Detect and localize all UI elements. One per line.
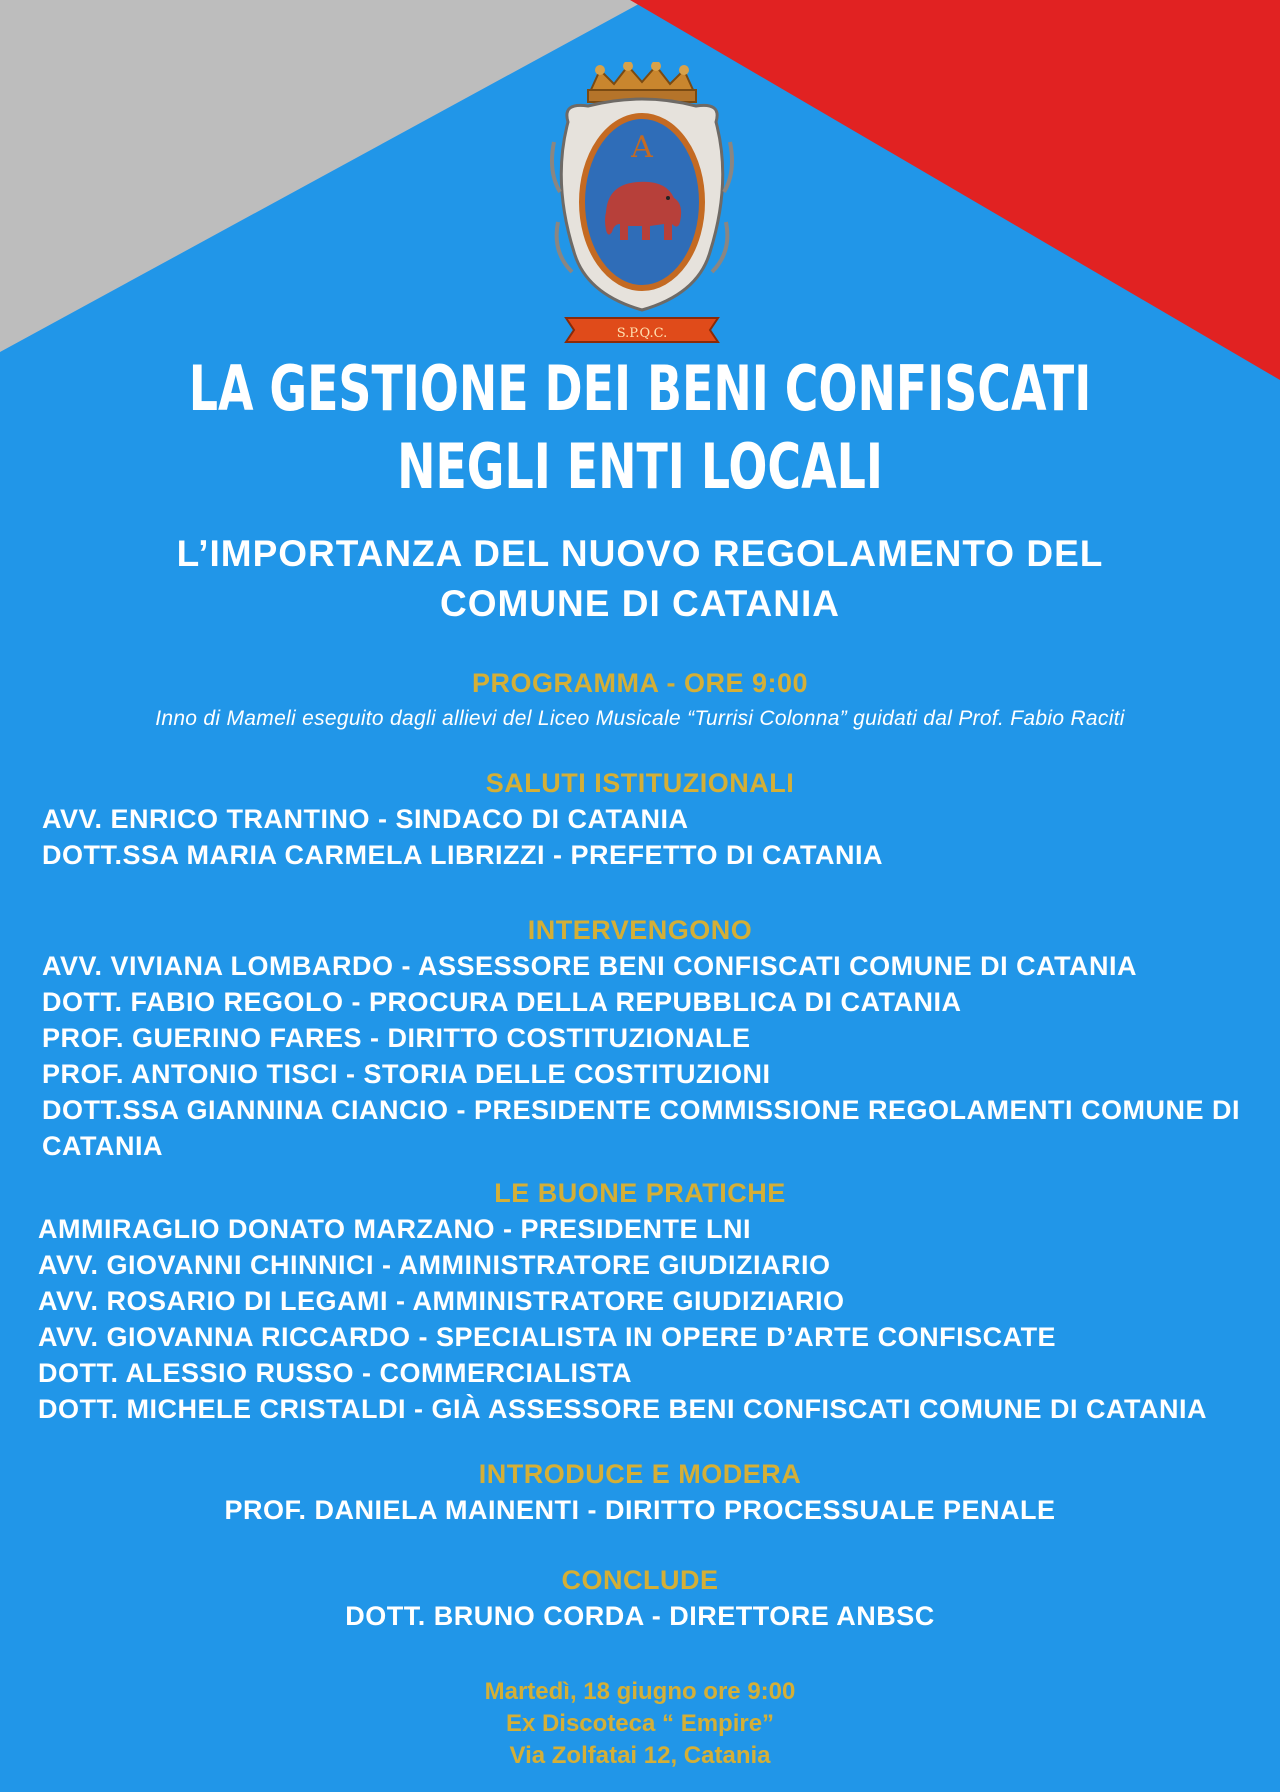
modera-heading: INTRODUCE E MODERA	[478, 1459, 802, 1489]
crest-motto: S.P.Q.C.	[616, 326, 668, 341]
saluti-speaker: DOTT.SSA MARIA CARMELA LIBRIZZI - PREFETTO DI CATANIA	[42, 840, 883, 870]
buone-pratiche-heading: LE BUONE PRATICHE	[494, 1178, 786, 1208]
event-details	[0, 1676, 1280, 1772]
conclude-heading: CONCLUDE	[561, 1565, 719, 1595]
conclude-speaker: DOTT. BRUNO CORDA - DIRETTORE ANBSC	[345, 1601, 935, 1631]
page-title	[166, 350, 1113, 506]
subtitle-line-2: COMUNE DI CATANIA	[440, 583, 840, 624]
buone-pratiche-speaker: AVV. GIOVANNI CHINNICI - AMMINISTRATORE GIUDIZIARIO	[38, 1250, 831, 1280]
intervengono-list	[42, 948, 1252, 1164]
intervengono-speaker: DOTT. FABIO REGOLO - PROCURA DELLA REPUBBLICA DI CATANIA	[42, 987, 962, 1017]
event-date: Martedì, 18 giugno ore 9:00	[484, 1678, 796, 1705]
event-venue: Ex Discoteca “ Empire”	[505, 1710, 775, 1737]
intervengono-speaker: PROF. ANTONIO TISCI - STORIA DELLE COSTITUZIONI	[42, 1059, 771, 1089]
buone-pratiche-speaker: AMMIRAGLIO DONATO MARZANO - PRESIDENTE LNI	[38, 1214, 751, 1244]
intervengono-speaker: AVV. VIVIANA LOMBARDO - ASSESSORE BENI CONFISCATI COMUNE DI CATANIA	[42, 951, 1138, 981]
saluti-heading: SALUTI ISTITUZIONALI	[485, 768, 795, 798]
saluti-list	[42, 801, 883, 873]
saluti-speaker: AVV. ENRICO TRANTINO - SINDACO DI CATANIA	[42, 804, 689, 834]
buone-pratiche-list	[38, 1211, 1207, 1427]
coat-of-arms-icon	[548, 62, 736, 346]
programma-intro: Inno di Mameli eseguito dagli allievi del Liceo Musicale “Turrisi Colonna” guidati dal Prof. Fabio Raciti	[155, 707, 1125, 730]
subtitle-line-1: L’IMPORTANZA DEL NUOVO REGOLAMENTO DEL	[176, 533, 1104, 574]
buone-pratiche-speaker: AVV. GIOVANNA RICCARDO - SPECIALISTA IN OPERE D’ARTE CONFISCATE	[38, 1322, 1057, 1352]
title-line-1: LA GESTIONE DEI BENI CONFISCATI	[188, 352, 1092, 425]
event-address: Via Zolfatai 12, Catania	[509, 1742, 771, 1769]
crest-letter: A	[631, 130, 653, 165]
programma-heading: PROGRAMMA - ORE 9:00	[471, 668, 809, 698]
modera-speaker: PROF. DANIELA MAINENTI - DIRITTO PROCESSUALE PENALE	[224, 1495, 1056, 1525]
intervengono-speaker: DOTT.SSA GIANNINA CIANCIO - PRESIDENTE COMMISSIONE REGOLAMENTI COMUNE DI CATANIA	[42, 1095, 1241, 1161]
buone-pratiche-speaker: DOTT. MICHELE CRISTALDI - GIÀ ASSESSORE BENI CONFISCATI COMUNE DI CATANIA	[38, 1394, 1208, 1424]
page-subtitle	[0, 529, 1280, 629]
buone-pratiche-speaker: AVV. ROSARIO DI LEGAMI - AMMINISTRATORE GIUDIZIARIO	[38, 1286, 845, 1316]
intervengono-speaker: PROF. GUERINO FARES - DIRITTO COSTITUZIONALE	[42, 1023, 751, 1053]
buone-pratiche-speaker: DOTT. ALESSIO RUSSO - COMMERCIALISTA	[38, 1358, 633, 1388]
title-line-2: NEGLI ENTI LOCALI	[397, 430, 883, 503]
intervengono-heading: INTERVENGONO	[527, 915, 753, 945]
